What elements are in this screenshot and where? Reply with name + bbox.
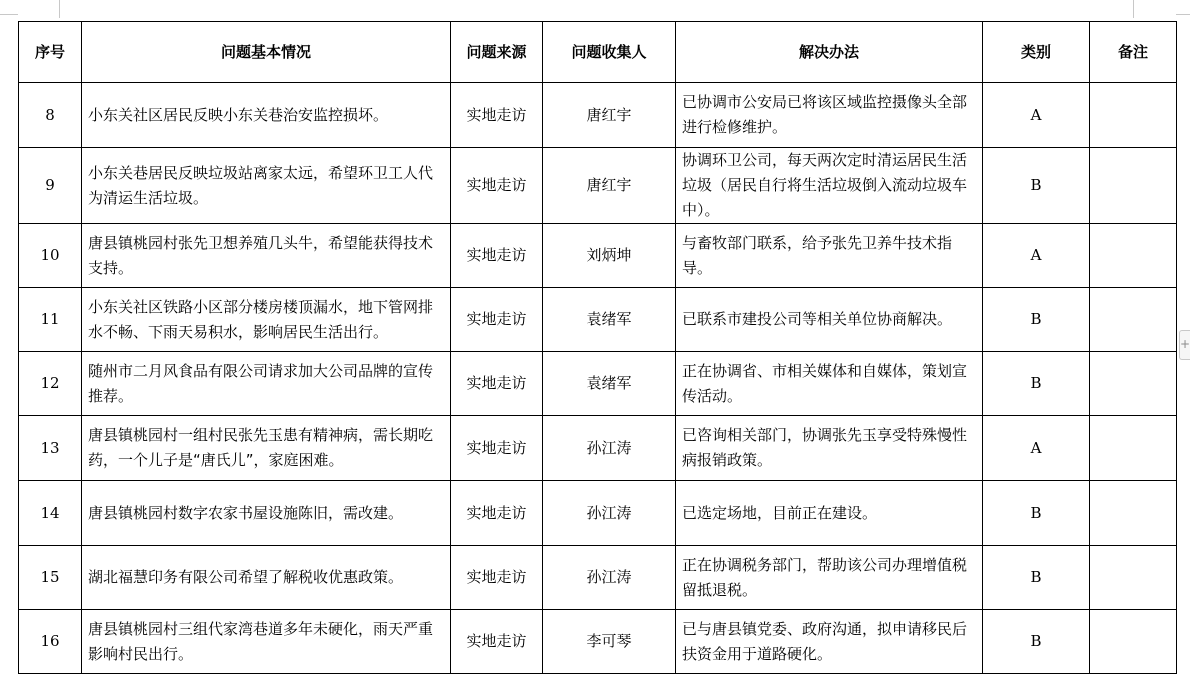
header-category: 类别	[983, 22, 1090, 83]
row-source: 实地走访	[451, 288, 543, 352]
row-solution: 与畜牧部门联系，给予张先卫养牛技术指导。	[676, 224, 983, 288]
table-row	[19, 416, 1177, 481]
row-solution: 已咨询相关部门，协调张先玉享受特殊慢性病报销政策。	[676, 416, 983, 481]
row-collector: 孙江涛	[543, 416, 676, 481]
table-row	[19, 481, 1177, 546]
page-guide-top-right	[1176, 14, 1190, 15]
row-collector: 李可琴	[543, 610, 676, 674]
row-source: 实地走访	[451, 352, 543, 416]
table-row	[19, 83, 1177, 148]
row-category: A	[983, 416, 1090, 481]
row-index: 14	[19, 481, 82, 546]
row-issue: 唐县镇桃园村张先卫想养殖几头牛，希望能获得技术支持。	[82, 224, 451, 288]
row-index: 8	[19, 83, 82, 148]
row-solution: 正在协调省、市相关媒体和自媒体，策划宣传活动。	[676, 352, 983, 416]
table-row	[19, 288, 1177, 352]
row-issue: 随州市二月风食品有限公司请求加大公司品牌的宣传推荐。	[82, 352, 451, 416]
row-source: 实地走访	[451, 481, 543, 546]
row-source: 实地走访	[451, 148, 543, 224]
row-collector: 袁绪军	[543, 288, 676, 352]
table-row	[19, 224, 1177, 288]
table-row	[19, 610, 1177, 674]
row-source: 实地走访	[451, 224, 543, 288]
row-solution: 已与唐县镇党委、政府沟通，拟申请移民后扶资金用于道路硬化。	[676, 610, 983, 674]
row-solution: 协调环卫公司，每天两次定时清运居民生活垃圾（居民自行将生活垃圾倒入流动垃圾车中）。	[676, 148, 983, 224]
row-category: B	[983, 610, 1090, 674]
row-category: A	[983, 224, 1090, 288]
row-index: 9	[19, 148, 82, 224]
row-remark	[1090, 224, 1177, 288]
table-row	[19, 546, 1177, 610]
row-solution: 已选定场地，目前正在建设。	[676, 481, 983, 546]
expand-handle-icon[interactable]: +	[1179, 330, 1190, 360]
row-remark	[1090, 148, 1177, 224]
row-remark	[1090, 481, 1177, 546]
row-category: B	[983, 352, 1090, 416]
row-index: 16	[19, 610, 82, 674]
row-issue: 小东关巷居民反映垃圾站离家太远，希望环卫工人代为清运生活垃圾。	[82, 148, 451, 224]
row-index: 15	[19, 546, 82, 610]
row-index: 11	[19, 288, 82, 352]
header-source: 问题来源	[451, 22, 543, 83]
row-category: B	[983, 288, 1090, 352]
header-collector: 问题收集人	[543, 22, 676, 83]
row-index: 10	[19, 224, 82, 288]
row-remark	[1090, 83, 1177, 148]
table-row	[19, 148, 1177, 224]
row-category: A	[983, 83, 1090, 148]
table-row	[19, 352, 1177, 416]
row-remark	[1090, 610, 1177, 674]
row-solution: 已联系市建投公司等相关单位协商解决。	[676, 288, 983, 352]
header-solution: 解决办法	[676, 22, 983, 83]
row-issue: 唐县镇桃园村数字农家书屋设施陈旧，需改建。	[82, 481, 451, 546]
row-solution: 正在协调税务部门，帮助该公司办理增值税留抵退税。	[676, 546, 983, 610]
page-guide-right	[1133, 0, 1134, 18]
page-guide-top-left	[0, 14, 18, 15]
row-source: 实地走访	[451, 416, 543, 481]
row-remark	[1090, 546, 1177, 610]
page-guide-left	[59, 0, 60, 18]
header-index: 序号	[19, 22, 82, 83]
row-issue: 唐县镇桃园村一组村民张先玉患有精神病，需长期吃药，一个儿子是“唐氏儿”，家庭困难。	[82, 416, 451, 481]
row-collector: 唐红宇	[543, 83, 676, 148]
header-row	[19, 22, 1177, 83]
row-remark	[1090, 416, 1177, 481]
row-collector: 刘炳坤	[543, 224, 676, 288]
row-index: 13	[19, 416, 82, 481]
row-index: 12	[19, 352, 82, 416]
row-collector: 孙江涛	[543, 481, 676, 546]
row-issue: 小东关社区居民反映小东关巷治安监控损坏。	[82, 83, 451, 148]
row-solution: 已协调市公安局已将该区域监控摄像头全部进行检修维护。	[676, 83, 983, 148]
row-collector: 孙江涛	[543, 546, 676, 610]
row-category: B	[983, 148, 1090, 224]
row-source: 实地走访	[451, 83, 543, 148]
row-issue: 唐县镇桃园村三组代家湾巷道多年未硬化，雨天严重影响村民出行。	[82, 610, 451, 674]
header-remark: 备注	[1090, 22, 1177, 83]
row-remark	[1090, 352, 1177, 416]
row-issue: 湖北福慧印务有限公司希望了解税收优惠政策。	[82, 546, 451, 610]
row-source: 实地走访	[451, 610, 543, 674]
row-category: B	[983, 546, 1090, 610]
row-category: B	[983, 481, 1090, 546]
row-collector: 唐红宇	[543, 148, 676, 224]
row-issue: 小东关社区铁路小区部分楼房楼顶漏水，地下管网排水不畅、下雨天易积水，影响居民生活出行。	[82, 288, 451, 352]
header-issue: 问题基本情况	[82, 22, 451, 83]
row-source: 实地走访	[451, 546, 543, 610]
issues-table	[18, 21, 1177, 674]
row-remark	[1090, 288, 1177, 352]
row-collector: 袁绪军	[543, 352, 676, 416]
